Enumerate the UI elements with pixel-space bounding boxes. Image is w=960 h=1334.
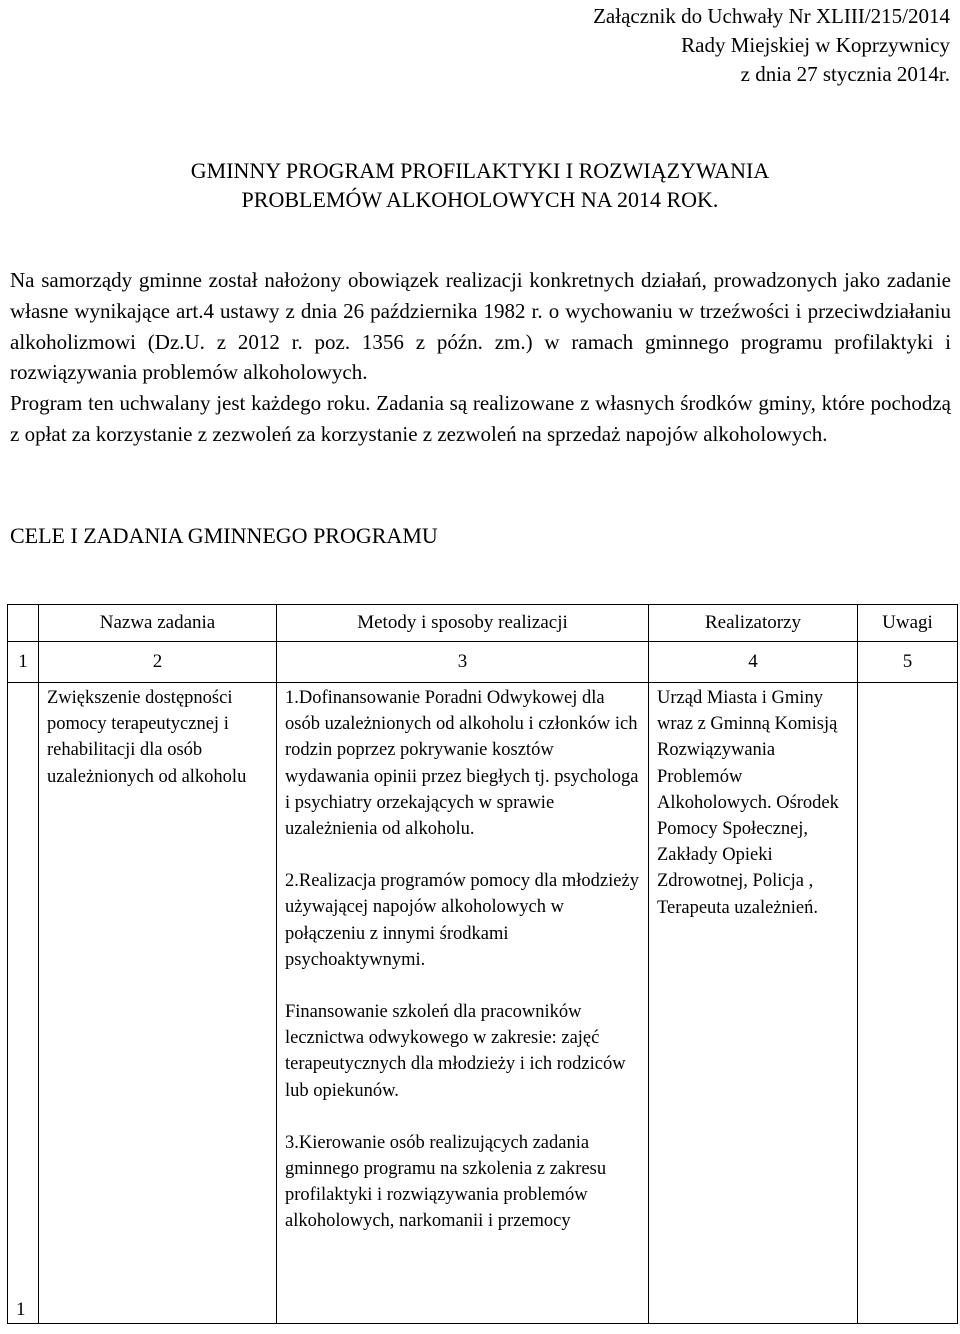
method-item-2: 2.Realizacja programów pomocy dla młodzieży używającej napojów alkoholowych w połączeniu z innymi środkami psychoaktywnymi.: [285, 871, 639, 970]
header-methods: Metody i sposoby realizacji: [277, 605, 649, 642]
header-line-resolution: Załącznik do Uchwały Nr XLIII/215/2014: [593, 4, 950, 28]
column-number: 4: [649, 642, 858, 683]
notes: [858, 683, 957, 685]
row-number-cell: [8, 683, 39, 1324]
column-number-row: [8, 642, 958, 683]
header-executors: Realizatorzy: [649, 605, 858, 642]
task-name-cell: [39, 683, 277, 1324]
header-line-date: z dnia 27 stycznia 2014r.: [740, 62, 950, 86]
column-number: 2: [39, 642, 277, 683]
tasks-table: [7, 604, 958, 1324]
header-lp: [8, 605, 39, 642]
header-notes: Uwagi: [858, 605, 958, 642]
method-item-3: 3.Kierowanie osób realizujących zadania gminnego programu na szkolenia z zakresu profilaktyki i rozwiązywania problemów alkoholowych, narkomanii i przemocy: [285, 1132, 607, 1232]
intro-paragraph-2: Program ten uchwalany jest każdego roku. Zadania są realizowane z własnych środków gminy, które pochodzą z opłat za korzystanie z zezwoleń za korzystanie z zezwoleń na sprzedaż napojów alkoholowych.: [10, 391, 951, 446]
header-line-council: Rady Miejskiej w Koprzywnicy: [681, 33, 950, 57]
attachment-header: [593, 2, 950, 89]
table-row: [8, 683, 958, 1324]
methods-list: [277, 683, 648, 1235]
row-number: 1: [16, 1299, 26, 1320]
task-name: Zwiększenie dostępności pomocy terapeutycznej i rehabilitacji dla osób uzależnionych od alkoholu: [47, 688, 247, 787]
column-number: 5: [858, 642, 958, 683]
header-task-name: Nazwa zadania: [39, 605, 277, 642]
executors-cell: [649, 683, 858, 1324]
notes-cell: [858, 683, 958, 1324]
intro-paragraph-1: Na samorządy gminne został nałożony obowiązek realizacji konkretnych działań, prowadzonych jako zadanie własne wynikające art.4 ustawy z dnia 26 października 1982 r. o wychowaniu w trzeźwości i przeciwdziałaniu alkoholizmowi (Dz.U. z 2012 r. poz. 1356 z późn. zm.) w ramach gminnego programu profilaktyki i rozwiązywania problemów alkoholowych.: [10, 268, 951, 385]
table-header-row: [8, 605, 958, 642]
column-number: 1: [8, 642, 39, 683]
document-title: [0, 156, 960, 214]
section-heading: CELE I ZADANIA GMINNEGO PROGRAMU: [10, 523, 438, 548]
methods-cell: [277, 683, 649, 1324]
title-line-2: PROBLEMÓW ALKOHOLOWYCH NA 2014 ROK.: [241, 187, 719, 212]
column-number: 3: [277, 642, 649, 683]
method-item-1: 1.Dofinansowanie Poradni Odwykowej dla osób uzależnionych od alkoholu i członków ich rodzin poprzez pokrywanie kosztów wydawania opinii przez biegłych tj. psychologa i psychiatry orzekających w sprawie uzależnienia od alkoholu.: [285, 688, 639, 840]
intro-text: [10, 265, 951, 450]
executors: Urząd Miasta i Gminy wraz z Gminną Komisją Rozwiązywania Problemów Alkoholowych. Ośrodek Pomocy Społecznej, Zakłady Opieki Zdrowotnej, Policja , Terapeuta uzależnień.: [657, 688, 839, 918]
title-line-1: GMINNY PROGRAM PROFILAKTYKI I ROZWIĄZYWANIA: [190, 158, 770, 183]
method-item-2b: Finansowanie szkoleń dla pracowników lecznictwa odwykowego w zakresie: zajęć terapeutycznych dla młodzieży i ich rodziców lub opiekunów.: [285, 1002, 626, 1101]
